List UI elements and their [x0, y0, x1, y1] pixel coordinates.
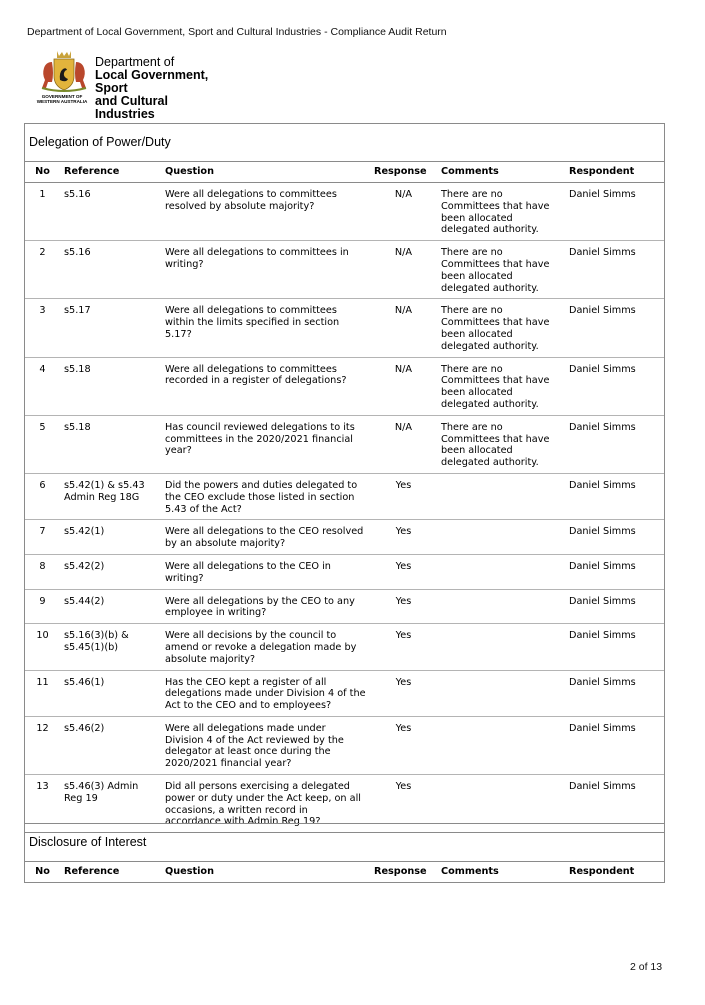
cell-response: Yes [370, 589, 437, 624]
cell-question: Has council reviewed delegations to its committees in the 2020/2021 financial year? [161, 415, 370, 473]
table-row [25, 670, 664, 716]
table-row [25, 520, 664, 555]
cell-reference: s5.16(3)(b) & s5.45(1)(b) [60, 624, 161, 670]
cell-response: N/A [370, 299, 437, 357]
cell-no: 8 [25, 554, 60, 589]
table-row [25, 716, 664, 774]
section-delegation [24, 123, 665, 833]
cell-respondent: Daniel Simms [565, 670, 664, 716]
cell-question: Has the CEO kept a register of all delegations made under Division 4 of the Act to the CEO and to employees? [161, 670, 370, 716]
table-row [25, 473, 664, 519]
cell-question: Did all persons exercising a delegated power or duty under the Act keep, on all occasions, a written record in accordance with Admin Reg 19? [165, 781, 361, 828]
table-row [25, 624, 664, 670]
cell-reference: s5.44(2) [60, 589, 161, 624]
cell-respondent: Daniel Simms [565, 241, 664, 299]
cell-reference: s5.46(1) [60, 670, 161, 716]
cell-response: Yes [370, 624, 437, 670]
cell-comments: There are no Committees that have been allocated delegated authority. [437, 357, 565, 415]
col-header-reference: Reference [60, 162, 161, 183]
col-header-no: No [25, 162, 60, 183]
cell-reference: s5.42(1) [60, 520, 161, 555]
cell-no: 9 [25, 589, 60, 624]
cell-respondent: Daniel Simms [565, 520, 664, 555]
cell-question: Did the powers and duties delegated to the CEO exclude those listed in section 5.43 of the Act? [161, 473, 370, 519]
cell-reference: s5.46(3) Admin Reg 19 [64, 781, 139, 804]
crest-caption-line2: WESTERN AUSTRALIA [36, 99, 88, 104]
disclosure-table [25, 862, 664, 882]
cell-reference: s5.42(1) & s5.43 Admin Reg 18G [60, 473, 161, 519]
cell-reference: s5.46(2) [60, 716, 161, 774]
cell-reference: s5.16 [60, 241, 161, 299]
cell-no: 7 [25, 520, 60, 555]
cell-comments: There are no Committees that have been allocated delegated authority. [437, 183, 565, 241]
table-header-row [25, 862, 664, 882]
cell-respondent: Daniel Simms [565, 299, 664, 357]
cell-question: Were all decisions by the council to amend or revoke a delegation made by absolute majority? [161, 624, 370, 670]
department-name-line2: Local Government, Sport [95, 68, 209, 95]
cell-comments: There are no Committees that have been allocated delegated authority. [437, 241, 565, 299]
cell-comments [437, 670, 565, 716]
section-disclosure [24, 823, 665, 883]
cell-question: Were all delegations to the CEO in writing? [161, 554, 370, 589]
cell-reference: s5.17 [60, 299, 161, 357]
table-row [25, 183, 664, 241]
col-header-response: Response [374, 866, 427, 878]
col-header-question: Question [161, 162, 370, 183]
department-logo [30, 48, 230, 121]
section-title: Disclosure of Interest [25, 824, 664, 862]
cell-response: Yes [370, 520, 437, 555]
cell-no: 10 [25, 624, 60, 670]
cell-no: 5 [25, 415, 60, 473]
cell-no: 12 [25, 716, 60, 774]
department-name-line1: Department of [95, 55, 175, 69]
cell-question: Were all delegations to committees within the limits specified in section 5.17? [161, 299, 370, 357]
cell-no: 3 [25, 299, 60, 357]
crest-caption-line1: GOVERNMENT OF [41, 94, 83, 99]
col-header-response: Response [370, 162, 437, 183]
cell-respondent: Daniel Simms [565, 415, 664, 473]
cell-no: 6 [25, 473, 60, 519]
cell-reference: s5.16 [60, 183, 161, 241]
cell-reference: s5.18 [60, 415, 161, 473]
cell-response: Yes [370, 554, 437, 589]
department-name-line3: and Cultural Industries [95, 94, 168, 121]
cell-comments: There are no Committees that have been allocated delegated authority. [437, 415, 565, 473]
cell-question: Were all delegations to committees in writing? [161, 241, 370, 299]
cell-no: 2 [25, 241, 60, 299]
cell-response: N/A [370, 415, 437, 473]
table-row [25, 589, 664, 624]
delegation-table [25, 162, 664, 832]
col-header-question: Question [165, 866, 214, 878]
cell-respondent: Daniel Simms [565, 589, 664, 624]
table-row [25, 415, 664, 473]
cell-comments [437, 716, 565, 774]
cell-question: Were all delegations to committees resolved by absolute majority? [161, 183, 370, 241]
table-row [25, 554, 664, 589]
cell-comments [437, 554, 565, 589]
cell-question: Were all delegations to the CEO resolved by an absolute majority? [161, 520, 370, 555]
page-header: Department of Local Government, Sport and Cultural Industries - Compliance Audit Return [27, 26, 447, 38]
col-header-respondent: Respondent [565, 162, 664, 183]
col-header-respondent: Respondent [569, 866, 635, 878]
department-name [95, 56, 230, 121]
page-number: 2 of 13 [630, 961, 663, 973]
table-row [25, 241, 664, 299]
cell-response: N/A [370, 241, 437, 299]
cell-response: Yes [370, 670, 437, 716]
table-header-row [25, 162, 664, 183]
cell-comments [437, 624, 565, 670]
cell-response: N/A [370, 183, 437, 241]
cell-reference: s5.42(2) [60, 554, 161, 589]
cell-comments [437, 520, 565, 555]
cell-response: Yes [370, 716, 437, 774]
crest-caption [30, 94, 94, 104]
cell-respondent: Daniel Simms [565, 183, 664, 241]
cell-no: 4 [25, 357, 60, 415]
cell-reference: s5.18 [60, 357, 161, 415]
cell-question: Were all delegations to committees recorded in a register of delegations? [161, 357, 370, 415]
cell-comments: There are no Committees that have been allocated delegated authority. [437, 299, 565, 357]
cell-response: N/A [370, 357, 437, 415]
col-header-no: No [35, 866, 50, 878]
col-header-comments: Comments [437, 162, 565, 183]
cell-respondent: Daniel Simms [565, 473, 664, 519]
cell-respondent: Daniel Simms [565, 716, 664, 774]
cell-question: Were all delegations by the CEO to any employee in writing? [161, 589, 370, 624]
cell-no: 11 [25, 670, 60, 716]
col-header-comments: Comments [441, 866, 499, 878]
table-row [25, 357, 664, 415]
cell-respondent: Daniel Simms [565, 357, 664, 415]
cell-response: Yes [395, 781, 412, 793]
cell-no: 13 [36, 781, 49, 793]
cell-comments [437, 473, 565, 519]
cell-respondent: Daniel Simms [569, 781, 636, 793]
cell-respondent: Daniel Simms [565, 624, 664, 670]
cell-response: Yes [370, 473, 437, 519]
section-title: Delegation of Power/Duty [25, 124, 664, 162]
cell-question: Were all delegations made under Division 4 of the Act reviewed by the delegator at least once during the 2020/2021 financial year? [161, 716, 370, 774]
cell-comments [437, 589, 565, 624]
table-row [25, 299, 664, 357]
cell-no: 1 [25, 183, 60, 241]
col-header-reference: Reference [64, 866, 120, 878]
cell-respondent: Daniel Simms [565, 554, 664, 589]
